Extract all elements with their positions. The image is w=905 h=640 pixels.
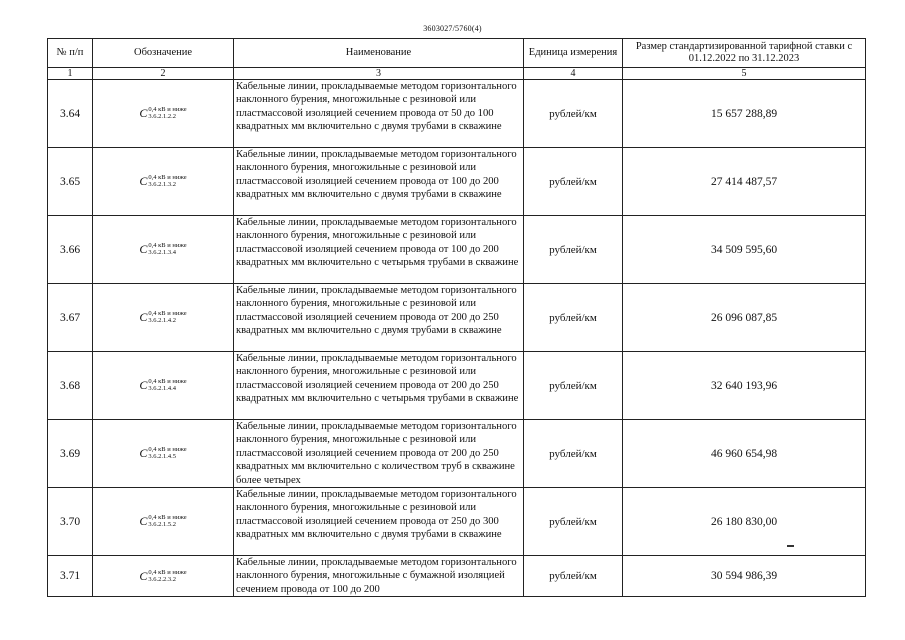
code-letter: C — [139, 310, 148, 324]
row-unit: рублей/км — [524, 556, 623, 597]
row-number: 3.65 — [48, 148, 93, 216]
header-code: Обозначение — [93, 39, 234, 68]
row-value: 32 640 193,96 — [623, 352, 866, 420]
row-name: Кабельные линии, прокладываемые методом горизонтального наклонного бурения, многожильные с резиновой или пластмассовой изоляцией сечением провода от 50 до 100 квадратных мм включительно с двумя трубами в скважине — [234, 80, 524, 148]
code-subscript: 3.6.2.1.2.2 — [148, 113, 177, 120]
column-index: 1 — [48, 68, 93, 80]
code-subscript: 3.6.2.1.4.5 — [148, 453, 177, 461]
table-row — [48, 556, 866, 597]
row-name: Кабельные линии, прокладываемые методом горизонтального наклонного бурения, многожильные с резиновой или пластмассовой изоляцией сечением провода от 200 до 250 квадратных мм включительно с четырьмя трубами в скважине — [234, 352, 524, 420]
row-code — [93, 216, 234, 284]
row-value: 15 657 288,89 — [623, 80, 866, 148]
row-value: 30 594 986,39 — [623, 556, 866, 597]
row-code — [93, 80, 234, 148]
table-row — [48, 420, 866, 488]
code-superscript: 0,4 кВ и ниже — [148, 446, 187, 454]
row-number: 3.68 — [48, 352, 93, 420]
row-value: 34 509 595,60 — [623, 216, 866, 284]
code-superscript: 0,4 кВ и ниже — [148, 310, 187, 317]
header-unit: Единица измерения — [524, 39, 623, 68]
column-index-row — [48, 68, 866, 80]
code-superscript: 0,4 кВ и ниже — [148, 242, 187, 249]
code-letter: C — [139, 446, 148, 461]
row-unit: рублей/км — [524, 284, 623, 352]
row-name: Кабельные линии, прокладываемые методом горизонтального наклонного бурения, многожильные с резиновой или пластмассовой изоляцией сечением провода от 200 до 250 квадратных мм включительно с двумя трубами в скважине — [234, 284, 524, 352]
header-name: Наименование — [234, 39, 524, 68]
code-superscript: 0,4 кВ и ниже — [148, 378, 187, 385]
row-number: 3.69 — [48, 420, 93, 488]
table-row — [48, 488, 866, 556]
row-code — [93, 148, 234, 216]
row-code — [93, 352, 234, 420]
document-number: 3603027/5760(4) — [423, 24, 482, 33]
table-row — [48, 352, 866, 420]
header-rate: Размер стандартизированной тарифной ставки с 01.12.2022 по 31.12.2023 — [623, 39, 866, 68]
code-letter: C — [139, 568, 148, 583]
table-row — [48, 216, 866, 284]
row-unit: рублей/км — [524, 148, 623, 216]
code-subscript: 3.6.2.1.4.4 — [148, 385, 177, 392]
row-name: Кабельные линии, прокладываемые методом горизонтального наклонного бурения, многожильные с резиновой или пластмассовой изоляцией сечением провода от 100 до 200 квадратных мм включительно с двумя трубами в скважине — [234, 148, 524, 216]
row-number: 3.70 — [48, 488, 93, 556]
code-superscript: 0,4 кВ и ниже — [148, 174, 187, 181]
row-code — [93, 284, 234, 352]
table-header-row — [48, 39, 866, 68]
row-value: 26 180 830,00 — [623, 488, 866, 556]
code-letter: C — [139, 378, 148, 392]
row-number: 3.67 — [48, 284, 93, 352]
code-subscript: 3.6.2.1.3.2 — [148, 181, 177, 188]
pen-mark — [787, 545, 794, 547]
row-code — [93, 488, 234, 556]
column-index: 5 — [623, 68, 866, 80]
column-index: 3 — [234, 68, 524, 80]
row-name: Кабельные линии, прокладываемые методом горизонтального наклонного бурения, многожильные с резиновой или пластмассовой изоляцией сечением провода от 200 до 250 квадратных мм включительно с количеством труб в скважине более четырех — [234, 420, 524, 488]
row-unit: рублей/км — [524, 420, 623, 488]
code-letter: C — [139, 106, 148, 120]
code-superscript: 0,4 кВ и ниже — [148, 106, 187, 113]
code-subscript: 3.6.2.1.4.2 — [148, 317, 177, 324]
column-index: 4 — [524, 68, 623, 80]
code-superscript: 0,4 кВ и ниже — [148, 568, 187, 576]
row-number: 3.66 — [48, 216, 93, 284]
code-subscript: 3.6.2.2.3.2 — [148, 575, 177, 583]
table-row — [48, 284, 866, 352]
row-value: 46 960 654,98 — [623, 420, 866, 488]
table-row — [48, 148, 866, 216]
code-subscript: 3.6.2.1.5.2 — [148, 521, 177, 529]
row-value: 26 096 087,85 — [623, 284, 866, 352]
row-number: 3.64 — [48, 80, 93, 148]
row-number: 3.71 — [48, 556, 93, 597]
tariff-table — [47, 38, 866, 597]
row-unit: рублей/км — [524, 216, 623, 284]
row-name: Кабельные линии, прокладываемые методом горизонтального наклонного бурения, многожильные с резиновой или пластмассовой изоляцией сечением провода от 250 до 300 квадратных мм включительно с двумя трубами в скважине — [234, 488, 524, 556]
row-code — [93, 420, 234, 488]
row-unit: рублей/км — [524, 80, 623, 148]
code-superscript: 0,4 кВ и ниже — [148, 514, 187, 522]
header-num: № п/п — [48, 39, 93, 68]
row-name: Кабельные линии, прокладываемые методом горизонтального наклонного бурения, многожильные с бумажной изоляцией сечением провода от 100 до 200 — [234, 556, 524, 597]
row-name: Кабельные линии, прокладываемые методом горизонтального наклонного бурения, многожильные с резиновой или пластмассовой изоляцией сечением провода от 100 до 200 квадратных мм включительно с четырьмя трубами в скважине — [234, 216, 524, 284]
code-letter: C — [139, 174, 148, 188]
row-value: 27 414 487,57 — [623, 148, 866, 216]
code-letter: C — [139, 514, 148, 529]
column-index: 2 — [93, 68, 234, 80]
code-letter: C — [139, 242, 148, 256]
table-row — [48, 80, 866, 148]
row-unit: рублей/км — [524, 488, 623, 556]
code-subscript: 3.6.2.1.3.4 — [148, 249, 177, 256]
row-unit: рублей/км — [524, 352, 623, 420]
row-code — [93, 556, 234, 597]
